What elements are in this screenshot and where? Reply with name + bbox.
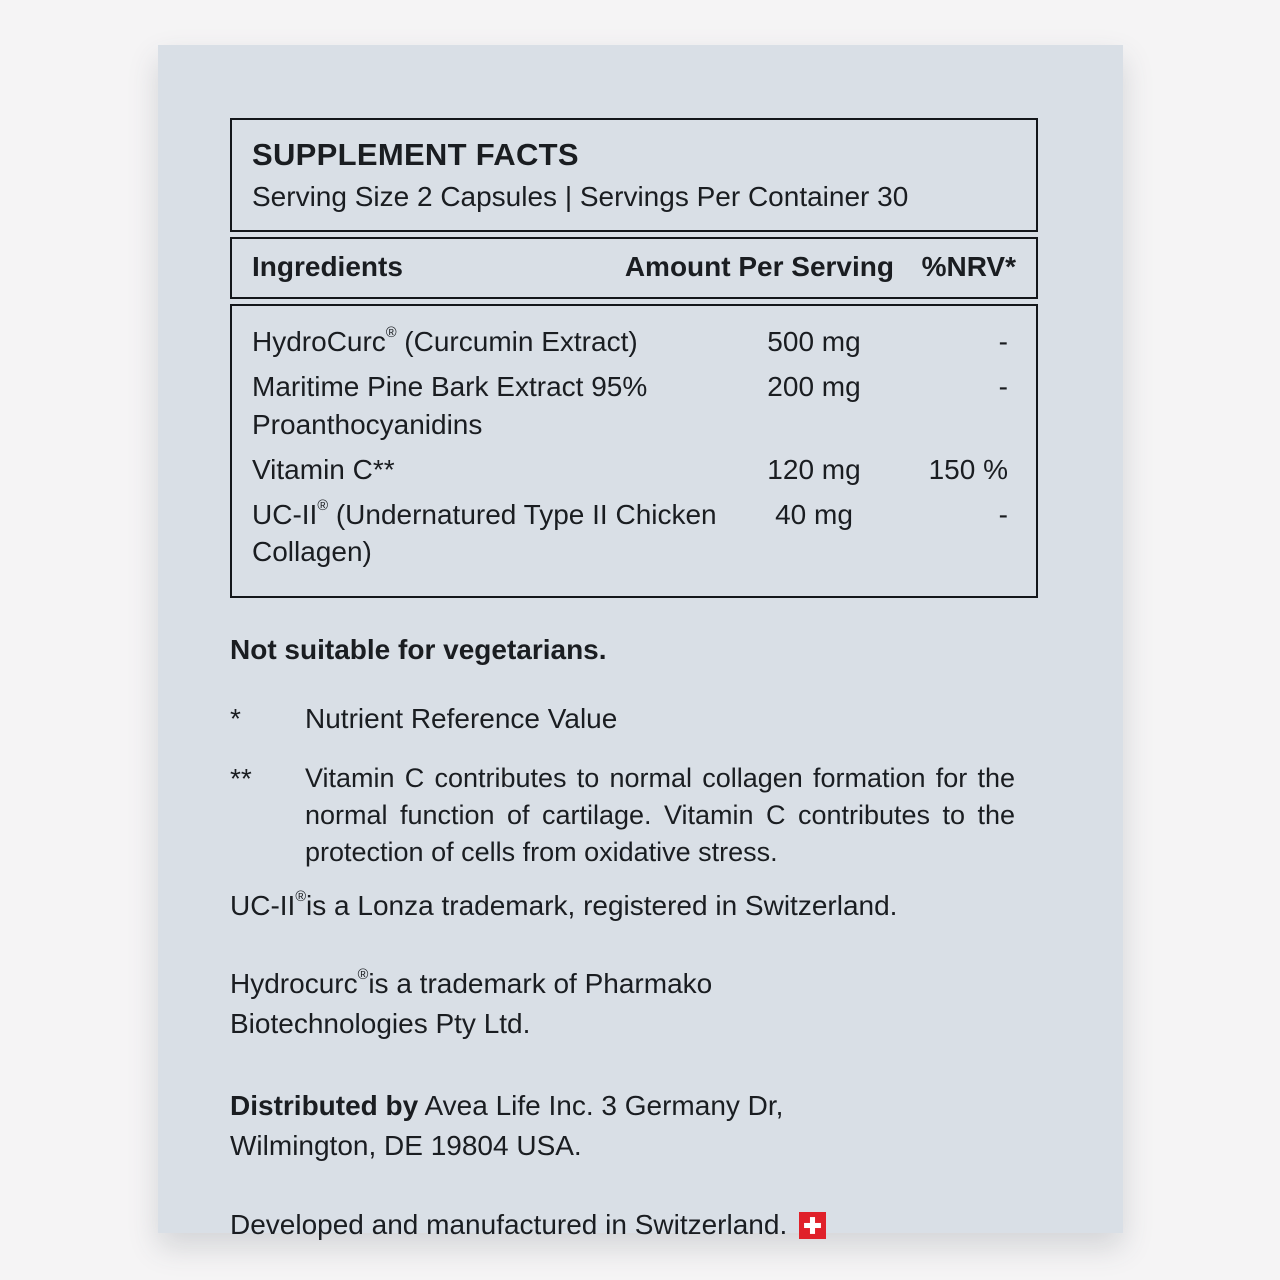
ingredient-name: Vitamin C** (252, 453, 395, 485)
ingredient-amount: 40 mg (775, 498, 853, 530)
distributed-by-label: Distributed by (230, 1089, 419, 1121)
column-header-nrv: %NRV* (921, 251, 1016, 283)
ingredient-amount: 500 mg (767, 326, 861, 358)
footnote-vitamin-c (230, 760, 1038, 870)
ingredient-name: UC-II® (Undernatured Type II Chicken Collagen) (252, 497, 717, 568)
distributor-info (230, 1086, 880, 1167)
registered-trademark-symbol: ® (385, 325, 397, 342)
distributor-address: Avea Life Inc. 3 Germany Dr, Wilmington, DE 19804 USA. (230, 1089, 784, 1162)
ingredient-row-hydrocurc (252, 323, 1016, 361)
footnote-text: Vitamin C contributes to normal collagen formation for the normal function of cartilage. Vitamin C contributes to the protection of cells from oxidative stress. (305, 763, 1015, 867)
column-header-amount: Amount Per Serving (624, 251, 894, 283)
ingredient-nrv: - (998, 498, 1008, 530)
ingredient-row-vitamin-c (252, 451, 1016, 489)
serving-info: Serving Size 2 Capsules | Servings Per Container 30 (252, 181, 909, 212)
ingredient-amount: 120 mg (767, 453, 861, 485)
facts-columns-row (230, 237, 1038, 299)
footnote-marker: * (230, 703, 241, 735)
made-in-line (230, 1207, 1038, 1243)
ingredient-row-uc2 (252, 496, 1016, 572)
hydrocurc-trademark-note: Hydrocurc®is a trademark of Pharmako Biotechnologies Pty Ltd. (230, 967, 713, 1039)
uc2-trademark-note: UC-II®is a Lonza trademark, registered in Switzerland. (230, 889, 898, 922)
facts-title: SUPPLEMENT FACTS (252, 137, 579, 172)
footnote-text: Nutrient Reference Value (305, 703, 618, 735)
footnote-nrv (230, 700, 1038, 738)
registered-trademark-symbol: ® (357, 967, 369, 984)
label-body-copy (230, 634, 1038, 1243)
ingredient-row-pine-bark (252, 368, 1016, 444)
column-header-ingredients: Ingredients (252, 251, 403, 283)
ingredient-name: Maritime Pine Bark Extract 95% Proanthocyanidins (252, 371, 648, 440)
ingredient-nrv: 150 % (928, 453, 1008, 485)
ingredient-nrv: - (998, 326, 1008, 358)
footnote-marker: ** (230, 763, 252, 795)
supplement-facts-panel (230, 118, 1038, 598)
registered-trademark-symbol: ® (295, 889, 307, 906)
swiss-flag-icon (799, 1212, 826, 1239)
supplement-label-card (158, 45, 1123, 1240)
ingredient-name: HydroCurc® (Curcumin Extract) (252, 325, 638, 358)
ingredient-amount: 200 mg (767, 371, 861, 403)
vegetarian-warning: Not suitable for vegetarians. (230, 634, 607, 666)
facts-rows-box (230, 304, 1038, 598)
registered-trademark-symbol: ® (317, 497, 329, 514)
facts-header-box (230, 118, 1038, 232)
ingredient-nrv: - (998, 371, 1008, 403)
made-in-text: Developed and manufactured in Switzerland. (230, 1208, 788, 1240)
